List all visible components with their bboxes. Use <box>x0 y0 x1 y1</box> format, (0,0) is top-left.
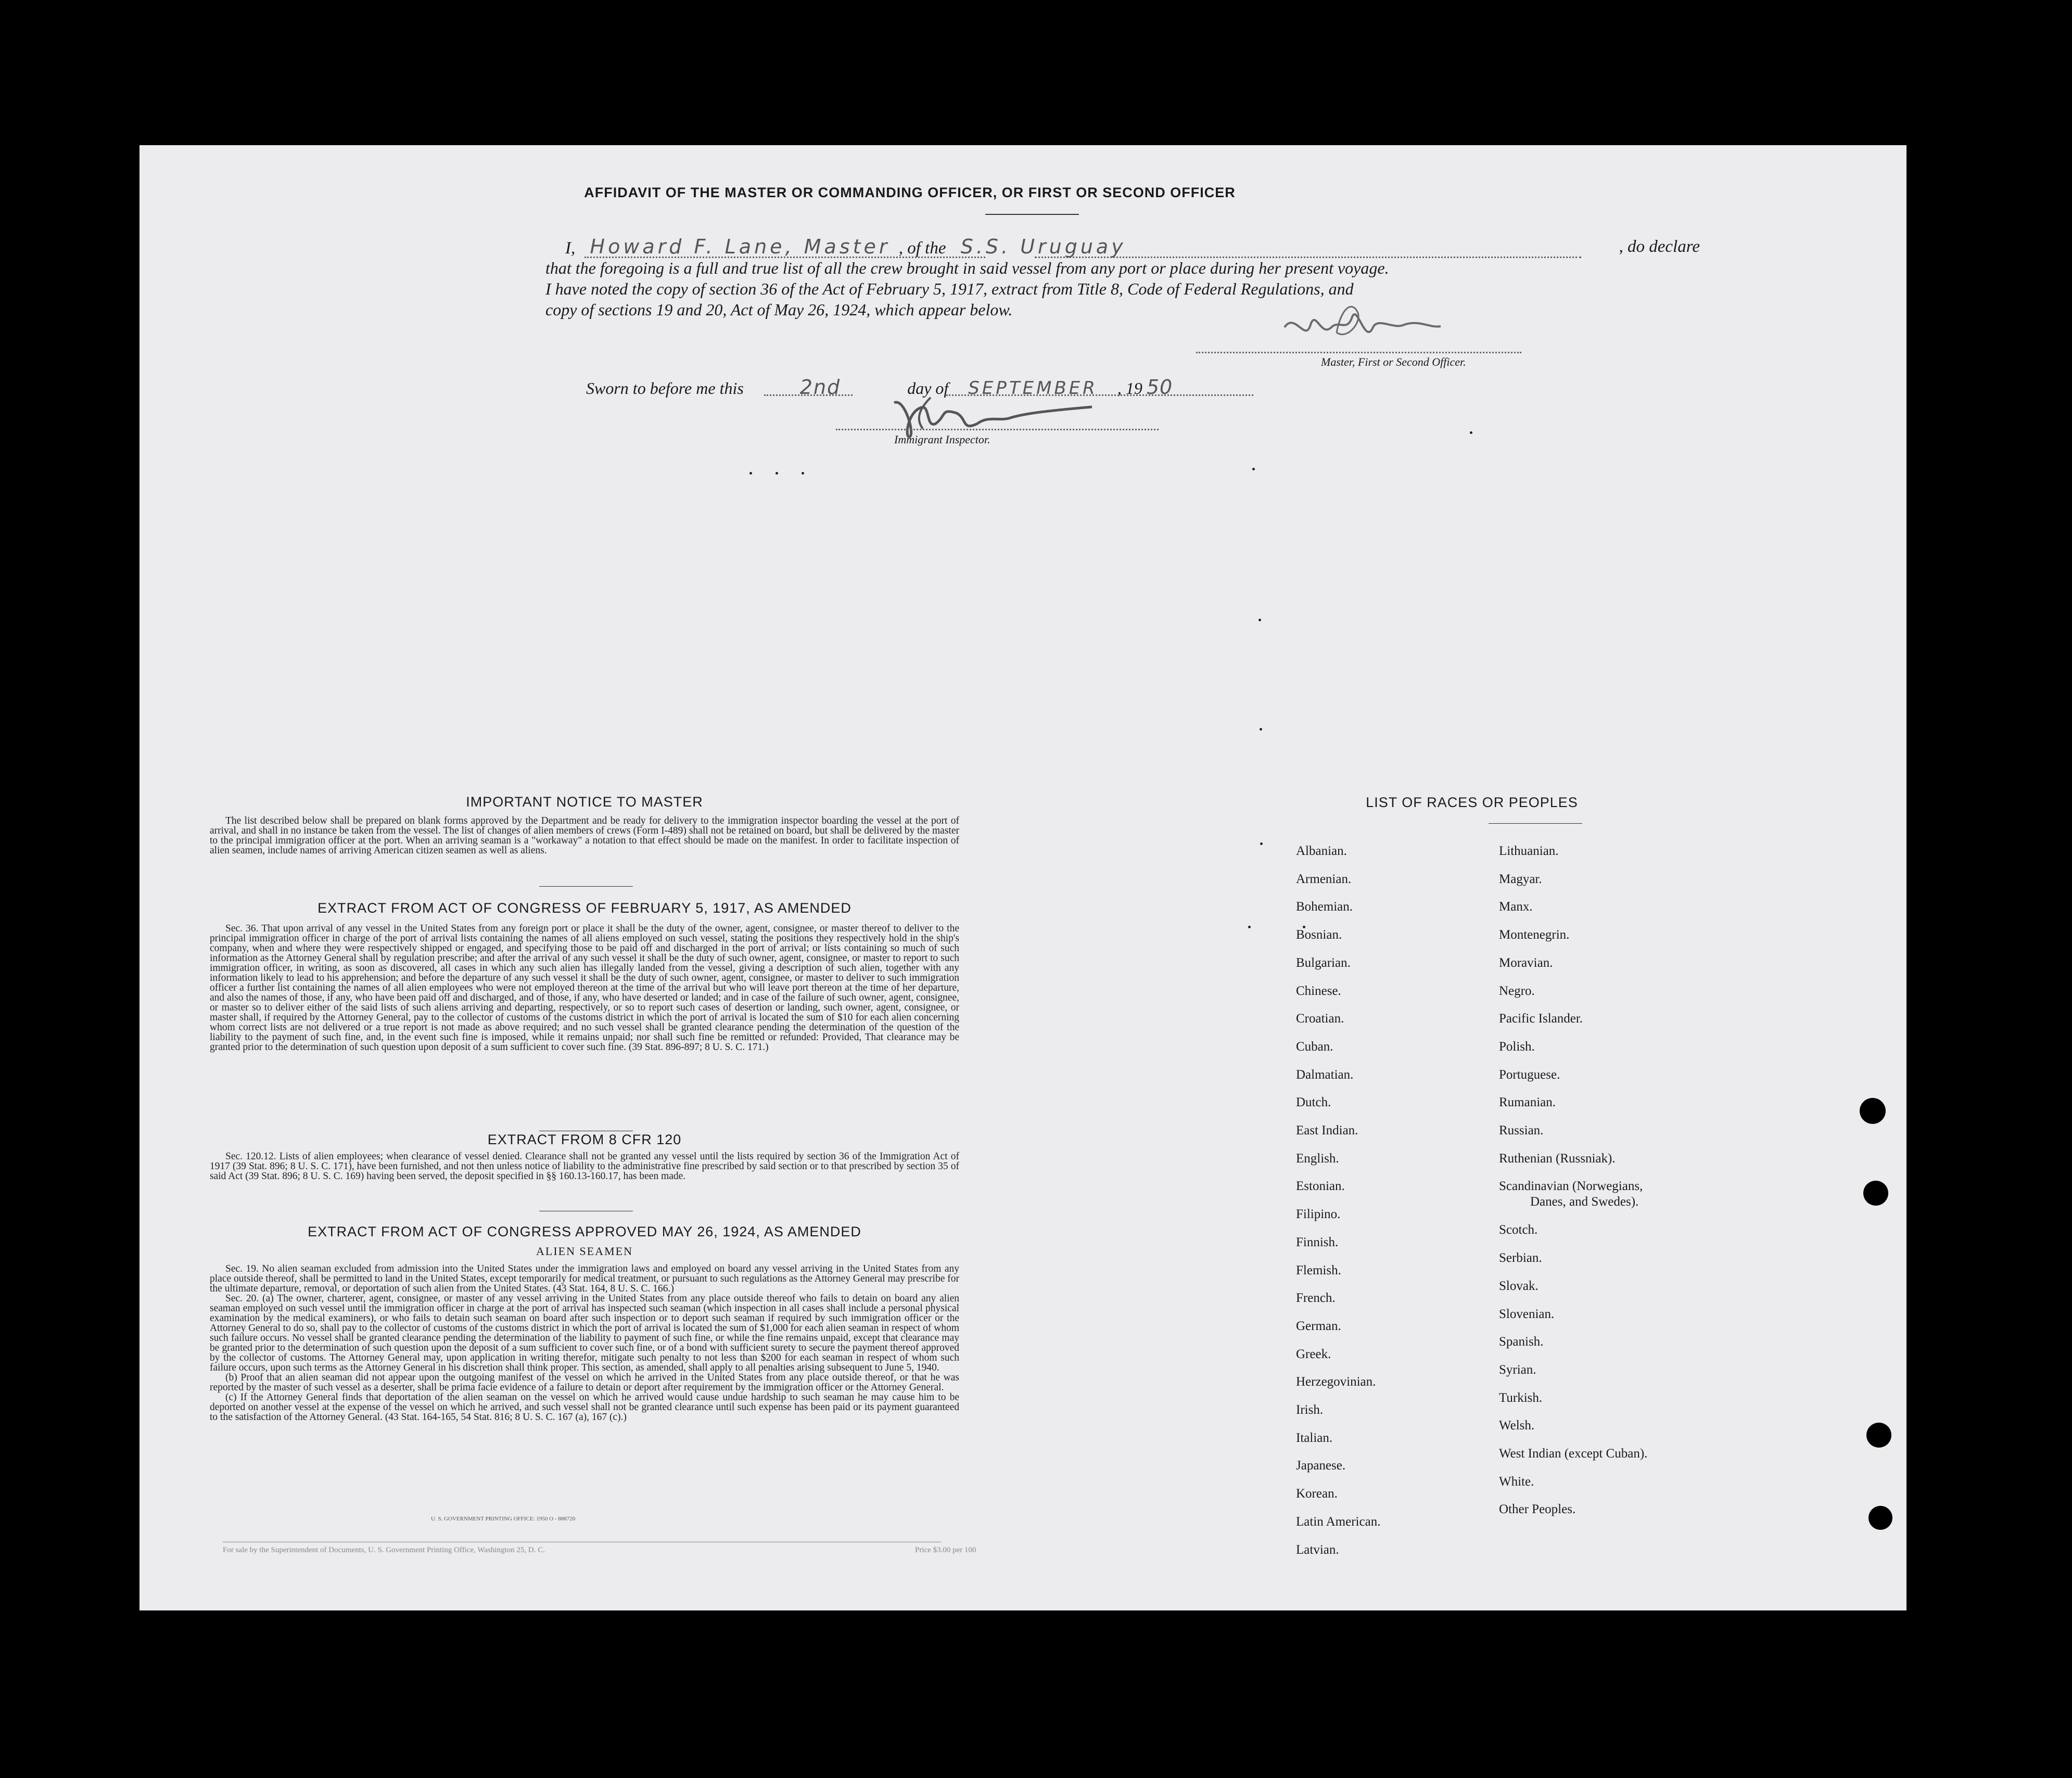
affidavit-line-2: that the foregoing is a full and true list of all the crew brought in said vessel from any port or place during her present voyage. <box>545 259 1389 277</box>
sworn-year-handwritten: 50 <box>1146 376 1173 399</box>
sworn-day-line <box>764 394 853 396</box>
race-item: Latvian. <box>1296 1542 1339 1557</box>
punch-hole <box>1860 1098 1886 1124</box>
affidavit-line-3: I have noted the copy of section 36 of the Act of February 5, 1917, extract from Title 8, Code of Federal Regulations, and <box>545 279 1354 298</box>
race-item <box>1499 1172 1647 1216</box>
extract-1924-title: EXTRACT FROM ACT OF CONGRESS APPROVED MAY 26, 1924, AS AMENDED <box>308 1224 861 1239</box>
master-signature-caption: Master, First or Second Officer. <box>1321 355 1466 368</box>
race-item: Bulgarian. <box>1296 955 1351 970</box>
race-item: German. <box>1296 1319 1341 1333</box>
divider <box>985 214 1079 215</box>
divider <box>1489 823 1582 824</box>
vessel-name-handwritten: S.S. Uruguay <box>960 235 1126 258</box>
race-scandinavian-line-1: Scandinavian (Norwegians, <box>1499 1179 1643 1194</box>
divider <box>539 886 633 887</box>
race-item: Portuguese. <box>1499 1067 1560 1082</box>
race-item: Italian. <box>1296 1430 1333 1445</box>
section-20c-paragraph: (c) If the Attorney General finds that deportation of the alien seaman on the vessel on which he arrived would cause undue hardship to such seaman he may cause him to be deported on another vessel at the expense of the vessel on which he arrived, and such vessel shall not be granted clearance until such expense has been paid or its payment guaranteed to the satisfaction of the Attorney General. (43 Stat. 164-165, 54 Stat. 816; 8 U. S. C. 167 (a), 167 (c).) <box>210 1392 959 1423</box>
race-item: Herzegovinian. <box>1296 1375 1376 1389</box>
races-title: LIST OF RACES OR PEOPLES <box>1366 795 1578 810</box>
race-item: Estonian. <box>1296 1179 1345 1194</box>
notice-title: IMPORTANT NOTICE TO MASTER <box>466 794 703 810</box>
extract-1917-title: EXTRACT FROM ACT OF CONGRESS OF FEBRUARY 5, 1917, AS AMENDED <box>317 900 851 916</box>
sworn-month-handwritten: SEPTEMBER <box>968 378 1098 399</box>
speck <box>776 472 778 475</box>
document-page <box>139 145 1906 1610</box>
affidavit-of-the: , of the <box>898 239 946 258</box>
race-item: Cuban. <box>1296 1039 1333 1054</box>
race-scandinavian-line-2: Danes, and Swedes). <box>1530 1195 1639 1209</box>
race-item: Lithuanian. <box>1499 844 1559 858</box>
inspector-caption: Immigrant Inspector. <box>894 433 990 446</box>
race-item: Ruthenian (Russniak). <box>1499 1151 1616 1166</box>
race-item: English. <box>1296 1151 1339 1166</box>
punch-hole <box>1866 1423 1891 1448</box>
race-item: Moravian. <box>1499 955 1553 970</box>
race-item: French. <box>1296 1291 1336 1306</box>
speck <box>1260 842 1263 845</box>
speck <box>802 472 804 475</box>
race-item: Irish. <box>1296 1403 1324 1417</box>
race-item: Japanese. <box>1296 1459 1346 1473</box>
section-20b-paragraph: (b) Proof that an alien seaman did not appear upon the outgoing manifest of the vessel on which he arrived in the United States from any place outside thereof, or that he was reported by the master of such vessel as a deserter, shall be prima facie evidence of a failure to detain or deport after requirement by the immigration officer or the Attorney General. <box>210 1372 959 1393</box>
race-item: Serbian. <box>1499 1251 1542 1265</box>
inspector-signature-line <box>836 429 1159 430</box>
race-item: Albanian. <box>1296 844 1347 858</box>
race-item: Finnish. <box>1296 1235 1339 1249</box>
affidavit-title: AFFIDAVIT OF THE MASTER OR COMMANDING OFFICER, OR FIRST OR SECOND OFFICER <box>584 185 1236 200</box>
race-item: Latin American. <box>1296 1514 1381 1529</box>
race-item: Manx. <box>1499 900 1533 914</box>
race-item: Korean. <box>1296 1487 1338 1501</box>
printing-office-imprint: U. S. GOVERNMENT PRINTING OFFICE: 1950 O - 888720 <box>431 1516 576 1522</box>
race-item: Rumanian. <box>1499 1095 1556 1110</box>
punch-hole <box>1863 1181 1888 1206</box>
speck <box>749 472 752 475</box>
race-item: Polish. <box>1499 1039 1535 1054</box>
race-item: Bohemian. <box>1296 900 1353 914</box>
affidavit-line-1 <box>565 236 1700 259</box>
races-column-2-top <box>1499 837 1647 1172</box>
sworn-day-of: day of <box>907 379 949 398</box>
race-item: Slovak. <box>1499 1278 1539 1293</box>
extract-cfr-text: Sec. 120.12. Lists of alien employees; when clearance of vessel denied. Clearance shall not be granted any vessel until the lists required by section 36 of the Immigration Act of 1917 (39 Stat. 896; 8 U. S. C. 171), have been furnished, and not then unless notice of liability to the administrative fine prescribed by said section or to that prescribed by section 35 of said Act (39 Stat. 896; 8 U. S. C. 169) having been served, the deposit specified in §§ 160.13-160.17, has been made. <box>210 1151 959 1182</box>
race-item: Spanish. <box>1499 1335 1544 1349</box>
races-column-2-bottom <box>1499 1216 1647 1524</box>
affidavit-line-4: copy of sections 19 and 20, Act of May 26, 1924, which appear below. <box>545 300 1013 319</box>
master-signature <box>1274 296 1451 353</box>
sworn-prefix: Sworn to before me this <box>586 379 744 398</box>
race-item: Bosnian. <box>1296 928 1342 942</box>
extract-cfr-title: EXTRACT FROM 8 CFR 120 <box>487 1132 682 1147</box>
master-signature-line <box>1196 352 1521 353</box>
race-item: Magyar. <box>1499 872 1542 886</box>
race-item: Dutch. <box>1296 1095 1331 1110</box>
footer-price: Price $3.00 per 100 <box>915 1546 976 1554</box>
affidavit-i: I, <box>565 239 576 258</box>
race-item: Slovenian. <box>1499 1307 1555 1321</box>
race-item: Dalmatian. <box>1296 1067 1354 1082</box>
race-item: Montenegrin. <box>1499 928 1570 942</box>
race-item: Turkish. <box>1499 1390 1543 1405</box>
speck <box>1248 926 1251 928</box>
section-19-paragraph: Sec. 19. No alien seaman excluded from admission into the United States under the immigration laws and employed on board any vessel arriving in the United States from any place outside thereof, shall be permitted to land in the United States, except temporarily for medical treatment, or pursuant to such regulations as the Attorney General may prescribe for the ultimate departure, removal, or deportation of such alien from the United States. (43 Stat. 164, 8 U. S. C. 166.) <box>210 1263 959 1294</box>
race-item: White. <box>1499 1474 1534 1489</box>
section-20a-paragraph: Sec. 20. (a) The owner, charterer, agent, consignee, or master of any vessel arriving in the United States from any place outside thereof who fails to detain on board any alien seaman employed on such vessel until the immigration officer in charge at the port of arrival has inspected such seaman (which inspection in all cases shall include a personal physical examination by the medical examiners), or who fails to detain such seaman on board after such inspection or to deport such seaman if required by such immigration officer or the Attorney General to do so, shall pay to the collector of customs of the customs district in which the port of arrival is located the sum of $1,000 for each alien seaman in respect of whom such failure occurs. No vessel shall be granted clearance pending the determination of the liability to payment of such fine, or while the fine remains unpaid, except that clearance may be granted prior to the determination of such question upon the deposit of a sum sufficient to cover such fine, or of a bond with sufficient surety to secure the payment thereof approved by the collector of customs. The Attorney General may, upon application in writing therefor, mitigate such penalty to not less than $200 for each seaman in respect of whom such failure occurs, upon such terms as the Attorney General in his discretion shall think proper. This section, as amended, shall apply to all penalties arising subsequent to June 5, 1940. <box>210 1293 959 1373</box>
race-item: Negro. <box>1499 983 1535 998</box>
notice-text: The list described below shall be prepared on blank forms approved by the Department and be ready for delivery to the immigration inspector boarding the vessel at the port of arrival, and shall in no instance be taken from the vessel. The list of changes of alien members of crews (Form I-489) shall not be retained on board, but shall be delivered by the master to the principal immigration officer at the port. When an arriving seaman is a "workaway" a notation to that effect should be made on the manifest. In order to facilitate inspection of alien seamen, include names of arriving American citizen seamen as well as aliens. <box>210 815 959 856</box>
race-item: East Indian. <box>1296 1123 1358 1138</box>
speck <box>1470 431 1472 434</box>
race-item: West Indian (except Cuban). <box>1499 1447 1648 1461</box>
sworn-day-handwritten: 2nd <box>799 376 841 399</box>
footer-sale-note: For sale by the Superintendent of Documents, U. S. Government Printing Office, Washington 25, D. C. <box>223 1546 545 1554</box>
races-column-1 <box>1296 837 1380 1564</box>
affidavit-declare: , do declare <box>1619 237 1700 256</box>
race-item: Welsh. <box>1499 1418 1535 1433</box>
race-item: Russian. <box>1499 1123 1544 1138</box>
speck <box>1259 619 1261 621</box>
speck <box>1260 728 1262 731</box>
extract-1917-text: Sec. 36. That upon arrival of any vessel in the United States from any foreign port or place it shall be the duty of the owner, agent, consignee, or master thereof to deliver to the principal immigration officer in charge of the port of arrival lists containing the names of all aliens employed on such vessel, stating the positions they respectively hold in the ship's company, when and where they were respectively shipped or engaged, and specifying those to be paid off and discharged in the port of arrival; or lists containing so much of such information as the Attorney General shall by regulation prescribe; and after the arrival of any such vessel it shall be the duty of such owner, agent, consignee, or master to report to such immigration officer, in writing, as soon as discovered, all cases in which any such alien has illegally landed from the vessel, giving a description of such alien, together with any information likely to lead to his apprehension; and before the departure of any such vessel it shall be the duty of such owner, agent, consignee, or master to deliver to such immigration officer a further list containing the names of all alien employees who were not employed thereon at the time of the arrival but who will leave port thereon at the time of her departure, and also the names of those, if any, who have been paid off and discharged, and of those, if any, who have deserted or landed; and in case of the failure of such owner, agent, consignee, or master so to deliver either of the said lists of such aliens arriving and departing, respectively, or so to report such cases of desertion or landing, such owner, agent, consignee, or master shall, if required by the Attorney General, pay to the collector of customs of the customs district in which the port of arrival is located the sum of $10 for each alien concerning whom correct lists are not delivered or a true report is not made as above required; and no such vessel shall be granted clearance pending the determination of the question of the liability to the payment of such fine, and, in the event such fine is imposed, while it remains unpaid; nor shall such fine be remitted or refunded: Provided, That clearance may be granted prior to the determination of such question upon deposit of a sum sufficient to cover such fine. (39 Stat. 896-897; 8 U. S. C. 171.) <box>210 923 959 1053</box>
races-column-2 <box>1499 837 1647 1524</box>
race-item: Greek. <box>1296 1347 1331 1361</box>
speck <box>1252 468 1255 470</box>
extract-1924-subtitle: ALIEN SEAMEN <box>536 1245 633 1258</box>
race-item: Flemish. <box>1296 1263 1341 1277</box>
sworn-year-prefix: , 19 <box>1117 379 1142 398</box>
extract-1924-text <box>210 1264 959 1422</box>
race-item: Syrian. <box>1499 1362 1536 1377</box>
race-item: Chinese. <box>1296 983 1341 998</box>
race-item: Other Peoples. <box>1499 1502 1576 1517</box>
race-item: Armenian. <box>1296 872 1352 886</box>
master-name-handwritten: Howard F. Lane, Master <box>590 235 891 258</box>
race-item: Croatian. <box>1296 1012 1344 1026</box>
race-item: Pacific Islander. <box>1499 1012 1583 1026</box>
race-item: Scotch. <box>1499 1223 1538 1237</box>
race-item: Filipino. <box>1296 1207 1341 1222</box>
punch-hole <box>1868 1506 1892 1530</box>
